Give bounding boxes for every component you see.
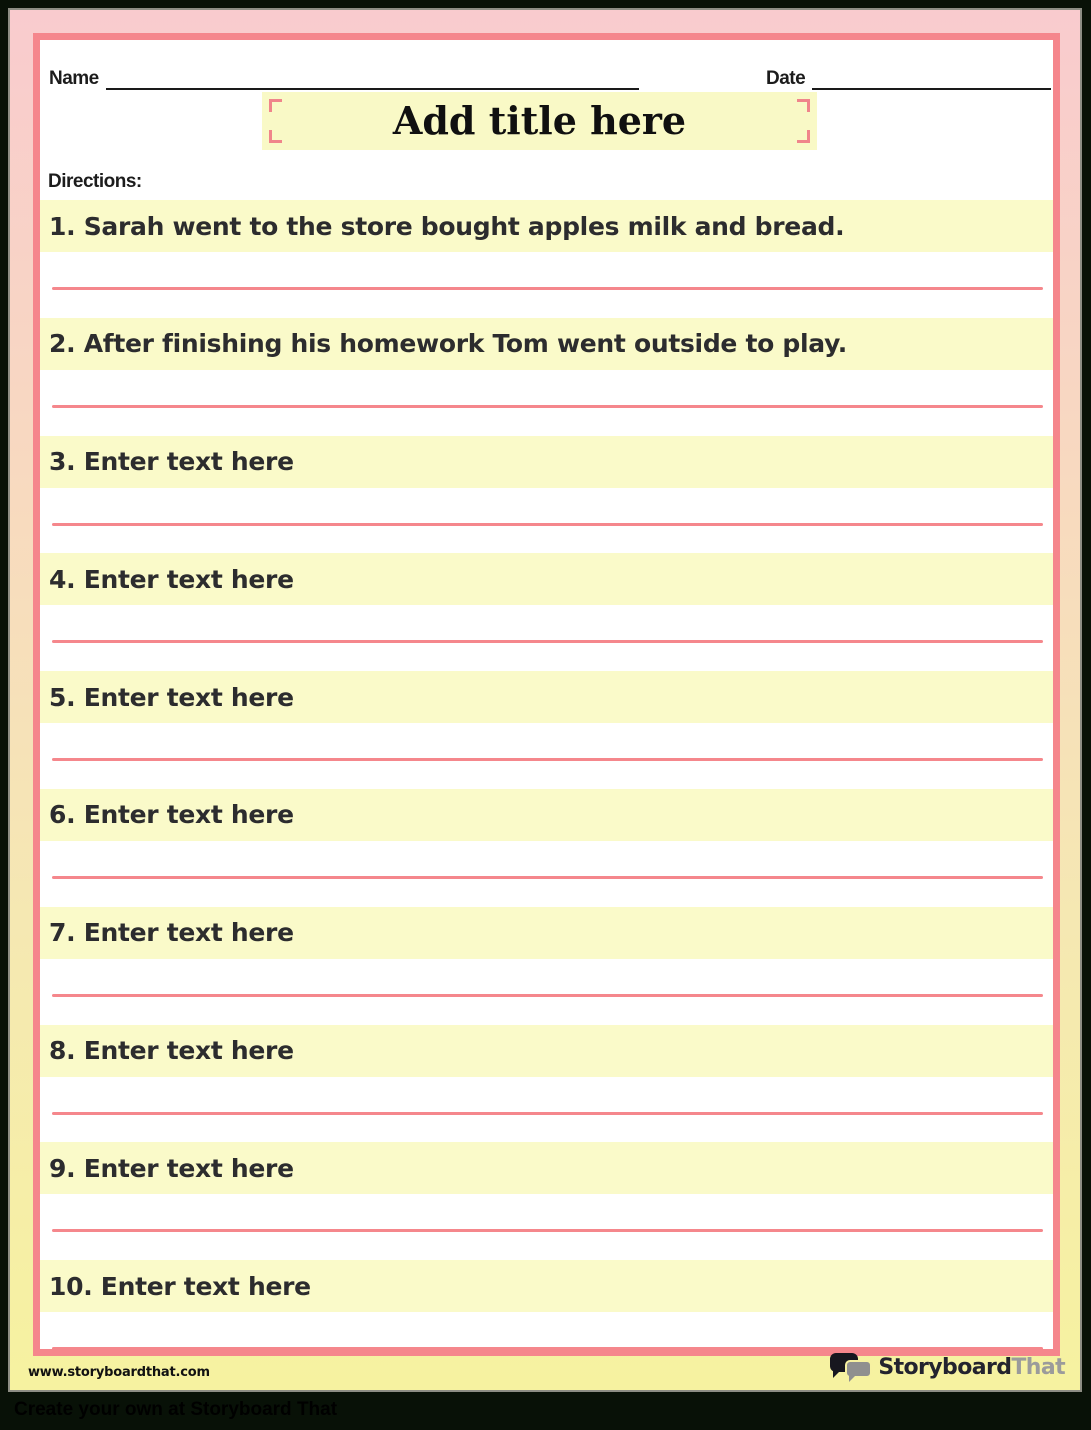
answer-blank-line-1	[52, 287, 1043, 290]
answer-blank-line-2	[52, 405, 1043, 408]
question-text-5[interactable]: 5. Enter text here	[40, 671, 1053, 723]
name-blank-line	[106, 70, 639, 90]
crop-mark-bottom-right-icon	[797, 130, 810, 143]
question-text-6[interactable]: 6. Enter text here	[40, 789, 1053, 841]
worksheet-title: Add title here	[392, 98, 687, 143]
question-text-1[interactable]: 1. Sarah went to the store bought apples milk and bread.	[40, 200, 1053, 252]
answer-blank-line-8	[52, 1112, 1043, 1115]
directions-label: Directions:	[48, 171, 142, 192]
answer-blank-line-10	[52, 1347, 1043, 1350]
question-text-9[interactable]: 9. Enter text here	[40, 1142, 1053, 1194]
question-text-4[interactable]: 4. Enter text here	[40, 553, 1053, 605]
create-your-own-tagline: Create your own at Storyboard That	[14, 1399, 338, 1420]
page-content	[40, 40, 1053, 1349]
date-field	[766, 68, 1051, 90]
question-row-3	[40, 436, 1053, 554]
question-row-6	[40, 789, 1053, 907]
date-blank-line	[812, 70, 1051, 90]
answer-blank-line-5	[52, 758, 1043, 761]
question-list	[40, 200, 1053, 1356]
website-url: www.storyboardthat.com	[28, 1365, 210, 1380]
question-text-10[interactable]: 10. Enter text here	[40, 1260, 1053, 1312]
worksheet-frame	[10, 10, 1080, 1390]
question-row-7	[40, 907, 1053, 1025]
answer-blank-line-4	[52, 640, 1043, 643]
answer-blank-line-7	[52, 994, 1043, 997]
question-row-8	[40, 1025, 1053, 1143]
question-text-7[interactable]: 7. Enter text here	[40, 907, 1053, 959]
question-row-1	[40, 200, 1053, 318]
worksheet-page	[33, 33, 1060, 1356]
question-row-2	[40, 318, 1053, 436]
question-row-4	[40, 553, 1053, 671]
crop-mark-top-left-icon	[269, 99, 282, 112]
date-label: Date	[766, 68, 806, 89]
storyboardthat-logo	[828, 1351, 1065, 1385]
answer-blank-line-9	[52, 1229, 1043, 1232]
name-label: Name	[49, 68, 99, 89]
answer-blank-line-6	[52, 876, 1043, 879]
name-field	[49, 68, 639, 90]
question-text-8[interactable]: 8. Enter text here	[40, 1025, 1053, 1077]
answer-blank-line-3	[52, 523, 1043, 526]
logo-text-primary: Storyboard	[878, 1355, 1012, 1380]
crop-mark-top-right-icon	[797, 99, 810, 112]
title-placeholder[interactable]	[262, 92, 817, 150]
question-text-2[interactable]: 2. After finishing his homework Tom went outside to play.	[40, 318, 1053, 370]
question-row-10	[40, 1260, 1053, 1356]
question-text-3[interactable]: 3. Enter text here	[40, 436, 1053, 488]
crop-mark-bottom-left-icon	[269, 130, 282, 143]
speech-bubbles-icon	[828, 1351, 878, 1385]
question-row-9	[40, 1142, 1053, 1260]
question-row-5	[40, 671, 1053, 789]
logo-text-secondary: That	[1011, 1355, 1065, 1380]
